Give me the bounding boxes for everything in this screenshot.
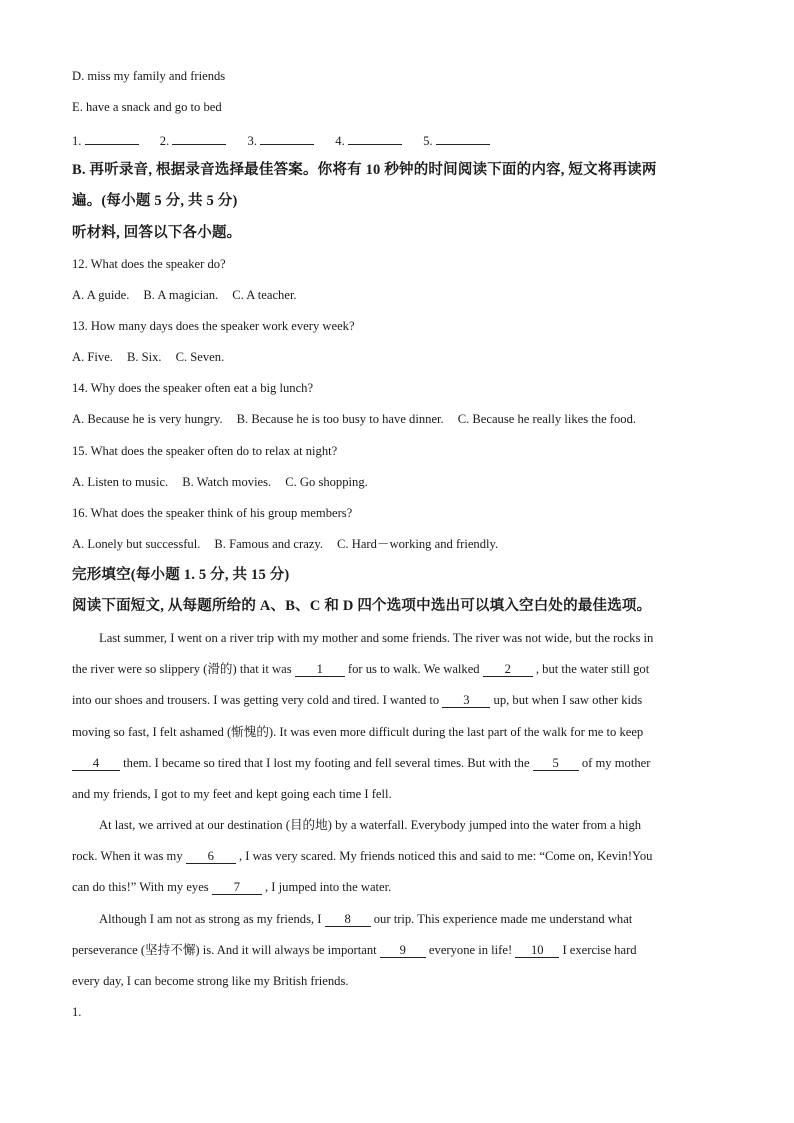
cloze-blank-10[interactable]: 10 [515,944,559,958]
cloze-blank-3[interactable]: 3 [442,694,490,708]
answer-blanks-row: 1. 2. 3. 4. 5. [72,131,490,149]
answer-blank[interactable] [436,131,490,145]
question-12: 12. What does the speaker do? [72,257,226,271]
option-a[interactable]: A. Five. [72,350,113,364]
section-b-heading-1: B. 再听录音, 根据录音选择最佳答案。你将有 10 秒钟的时间阅读下面的内容, 短文将再读两 [72,162,657,178]
cloze-blank-6[interactable]: 6 [186,850,236,864]
option-c[interactable]: C. Go shopping. [285,475,368,489]
answer-blank[interactable] [85,131,139,145]
passage-line: moving so fast, I felt ashamed (惭愧的). It was even more difficult during the last part of the walk for me to keep [72,725,644,739]
question-14-options [72,411,650,427]
option-b[interactable]: B. Because he is too busy to have dinner. [236,412,444,426]
passage-line: into our shoes and trousers. I was getting very cold and tired. I wanted to 3 up, but when I saw other kids [72,693,643,707]
question-16: 16. What does the speaker think of his group members? [72,506,353,520]
option-a[interactable]: A. A guide. [72,288,130,302]
cloze-blank-4[interactable]: 4 [72,757,120,771]
option-e: E. have a snack and go to bed [72,100,222,114]
option-c[interactable]: C. A teacher. [232,288,297,302]
option-b[interactable]: B. Watch movies. [182,475,272,489]
option-a[interactable]: A. Listen to music. [72,475,169,489]
option-d: D. miss my family and friends [72,69,226,83]
question-13: 13. How many days does the speaker work every week? [72,319,355,333]
question-14: 14. Why does the speaker often eat a big lunch? [72,381,314,395]
option-c[interactable]: C. Seven. [175,350,225,364]
option-a[interactable]: A. Because he is very hungry. [72,412,223,426]
cloze-blank-2[interactable]: 2 [483,663,533,677]
cloze-blank-1[interactable]: 1 [295,663,345,677]
passage-line: At last, we arrived at our destination (目的地) by a waterfall. Everybody jumped into the water from a high [99,818,642,832]
cloze-blank-7[interactable]: 7 [212,881,262,895]
cloze-heading: 完形填空(每小题 1. 5 分, 共 15 分) [72,567,290,583]
cloze-blank-5[interactable]: 5 [533,757,579,771]
answer-blank[interactable] [172,131,226,145]
cloze-blank-9[interactable]: 9 [380,944,426,958]
passage-line: Last summer, I went on a river trip with my mother and some friends. The river was not wide, but the rocks in [99,631,654,645]
passage-line: the river were so slippery (滑的) that it was 1 for us to walk. We walked 2 , but the water still got [72,662,650,676]
passage-line: Although I am not as strong as my friends, I 8 our trip. This experience made me understand what [99,912,633,926]
answer-blank[interactable] [348,131,402,145]
passage-line: every day, I can become strong like my British friends. [72,974,349,988]
option-b[interactable]: B. Famous and crazy. [214,537,324,551]
cloze-instruction: 阅读下面短文, 从每题所给的 A、B、C 和 D 四个选项中选出可以填入空白处的最佳选项。 [72,598,652,614]
question-15-options [72,474,382,490]
question-16-options [72,536,512,552]
option-b[interactable]: B. A magician. [143,288,219,302]
question-12-options [72,287,311,303]
option-a[interactable]: A. Lonely but successful. [72,537,201,551]
passage-line: and my friends, I got to my feet and kept going each time I fell. [72,787,392,801]
section-b-instruction: 听材料, 回答以下各小题。 [72,225,242,241]
option-c[interactable]: C. Because he really likes the food. [457,412,637,426]
question-13-options [72,349,238,365]
answer-blank[interactable] [260,131,314,145]
section-b-heading-2: 遍。(每小题 5 分, 共 5 分) [72,193,238,209]
passage-line: 4 them. I became so tired that I lost my footing and fell several times. But with the 5 of my mother [72,755,650,771]
cloze-blank-8[interactable]: 8 [325,913,371,927]
option-c[interactable]: C. Hard－working and friendly. [337,537,499,551]
passage-line: can do this!” With my eyes 7 , I jumped into the water. [72,880,392,894]
answer-number: 1. [72,1005,82,1019]
passage-line: perseverance (坚持不懈) is. And it will always be important 9 everyone in life! 10 I exercise hard [72,943,637,957]
option-b[interactable]: B. Six. [126,350,162,364]
question-15: 15. What does the speaker often do to relax at night? [72,444,338,458]
passage-line: rock. When it was my 6 , I was very scared. My friends noticed this and said to me: “Come on, Kevin!You [72,849,653,863]
